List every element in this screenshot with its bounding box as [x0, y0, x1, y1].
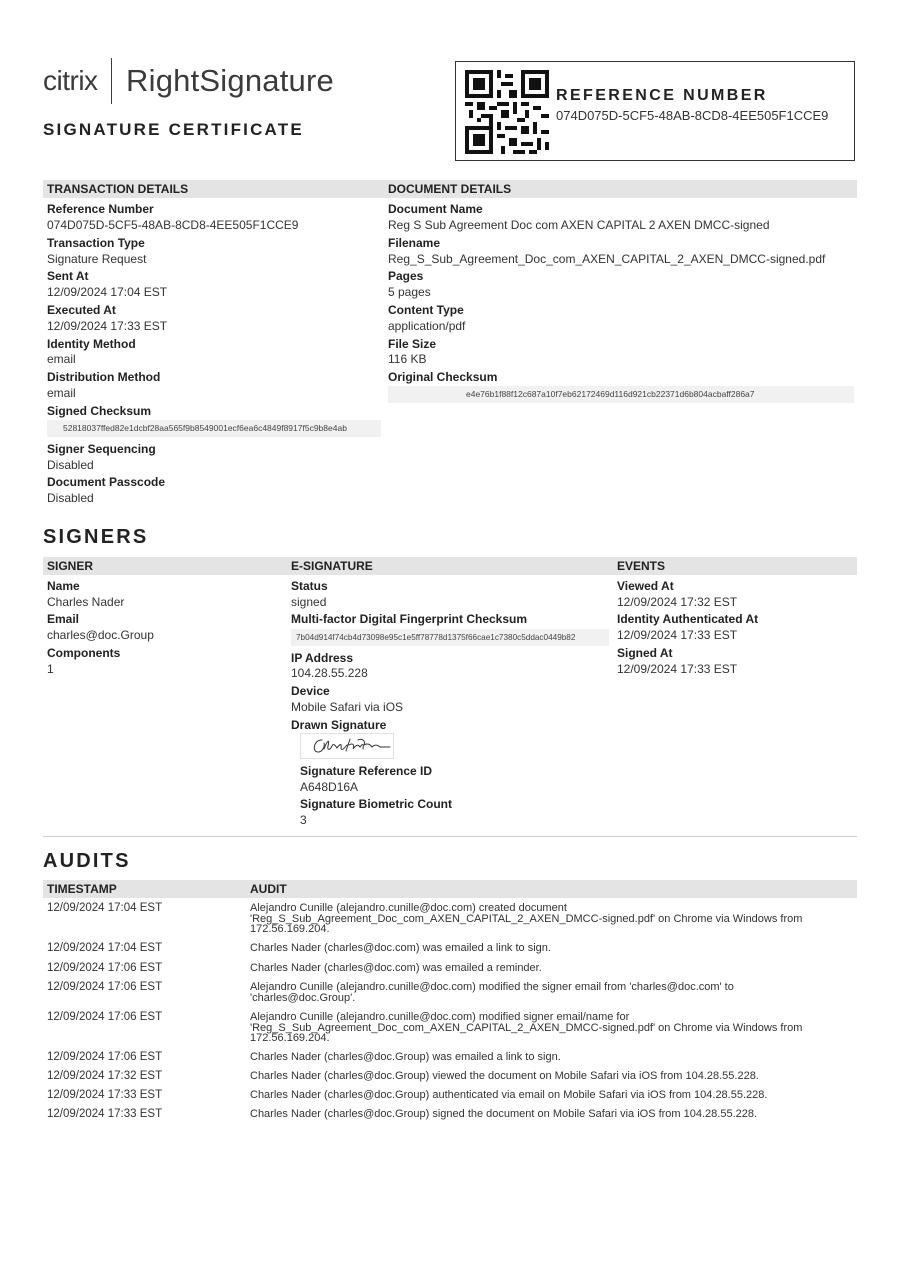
original-checksum-label: Original Checksum	[388, 370, 498, 384]
timestamp-column-header: TIMESTAMP	[47, 882, 117, 896]
executed-at-value: 12/09/2024 17:33 EST	[47, 319, 168, 333]
ip-address-value: 104.28.55.228	[291, 666, 368, 680]
audit-description	[250, 903, 850, 935]
filename-value: Reg_S_Sub_Agreement_Doc_com_AXEN_CAPITAL_2_AXEN_DMCC-signed.pdf	[388, 252, 826, 266]
content-type-value: application/pdf	[388, 319, 466, 333]
details-band	[43, 180, 857, 198]
reference-box	[455, 61, 855, 161]
pages-label: Pages	[388, 269, 424, 283]
signed-checksum-value: 52818037ffed82e1dcbf28aa565f9b8549001ecf6ea6c4849f8917f5c9b8e4ab	[47, 420, 381, 437]
audit-timestamp: 12/09/2024 17:32 EST	[47, 1070, 163, 1082]
esignature-column-header: E-SIGNATURE	[291, 559, 373, 573]
transaction-details-heading: TRANSACTION DETAILS	[47, 182, 189, 196]
audit-line: Alejandro Cunille (alejandro.cunille@doc.com) modified signer email/name for	[250, 1011, 630, 1023]
audit-line: Charles Nader (charles@doc.Group) was emailed a link to sign.	[250, 1051, 561, 1063]
signer-email-label: Email	[47, 612, 80, 626]
content-type-label: Content Type	[388, 303, 464, 317]
identity-method-label: Identity Method	[47, 337, 136, 351]
audit-description	[250, 982, 734, 1003]
audit-line: Charles Nader (charles@doc.Group) authenticated via email on Mobile Safari via iOS from 104.28.55.228.	[250, 1089, 768, 1101]
filename-label: Filename	[388, 236, 441, 250]
logo	[43, 58, 334, 104]
components-label: Components	[47, 646, 121, 660]
reference-number-value: 074D075D-5CF5-48AB-8CD8-4EE505F1CCE9	[556, 108, 829, 123]
status-label: Status	[291, 579, 328, 593]
reference-number-value: 074D075D-5CF5-48AB-8CD8-4EE505F1CCE9	[47, 218, 299, 232]
signed-checksum-label: Signed Checksum	[47, 404, 152, 418]
original-checksum-value: e4e76b1f88f12c687a10f7eb62172469d116d921cb22371d6b804acbaff286a7	[388, 386, 854, 403]
audits-band	[43, 880, 857, 898]
device-label: Device	[291, 684, 330, 698]
viewed-at-value: 12/09/2024 17:32 EST	[617, 595, 738, 609]
distribution-method-value: email	[47, 386, 76, 400]
signed-at-value: 12/09/2024 17:33 EST	[617, 662, 738, 676]
audit-timestamp: 12/09/2024 17:06 EST	[47, 1051, 163, 1063]
pages-value: 5 pages	[388, 285, 431, 299]
document-name-label: Document Name	[388, 202, 483, 216]
audit-line: Alejandro Cunille (alejandro.cunille@doc.com) created document	[250, 902, 567, 914]
file-size-value: 116 KB	[388, 352, 427, 366]
ip-address-label: IP Address	[291, 651, 354, 665]
distribution-method-label: Distribution Method	[47, 370, 161, 384]
drawn-signature-image	[300, 733, 394, 759]
audit-timestamp: 12/09/2024 17:06 EST	[47, 1011, 163, 1023]
transaction-type-label: Transaction Type	[47, 236, 145, 250]
document-name-value: Reg S Sub Agreement Doc com AXEN CAPITAL 2 AXEN DMCC-signed	[388, 218, 770, 232]
audit-description	[250, 1090, 767, 1101]
audit-timestamp: 12/09/2024 17:33 EST	[47, 1089, 163, 1101]
signature-biometric-label: Signature Biometric Count	[300, 797, 453, 811]
identity-authenticated-label: Identity Authenticated At	[617, 612, 759, 626]
sent-at-value: 12/09/2024 17:04 EST	[47, 285, 168, 299]
audit-line: 'Reg_S_Sub_Agreement_Doc_com_AXEN_CAPITAL_2_AXEN_DMCC-signed.pdf' on Chrome via Windows from	[250, 1021, 803, 1034]
audit-timestamp: 12/09/2024 17:06 EST	[47, 981, 163, 993]
signers-band	[43, 557, 857, 575]
events-column-header: EVENTS	[617, 559, 666, 573]
device-value: Mobile Safari via iOS	[291, 700, 404, 714]
executed-at-label: Executed At	[47, 303, 116, 317]
audit-line: Charles Nader (charles@doc.Group) viewed the document on Mobile Safari via iOS from 104.28.55.228.	[250, 1070, 759, 1082]
audit-timestamp: 12/09/2024 17:04 EST	[47, 902, 163, 914]
transaction-type-value: Signature Request	[47, 252, 147, 266]
rightsignature-logo: RightSignature	[126, 63, 334, 98]
identity-method-value: email	[47, 352, 76, 366]
audits-title: AUDITS	[43, 850, 131, 872]
audit-description	[250, 1012, 802, 1044]
audit-column-header: AUDIT	[250, 882, 287, 896]
audit-line: 172.56.169.204.	[250, 923, 330, 935]
signer-name-label: Name	[47, 579, 80, 593]
audit-description	[250, 1071, 759, 1082]
signer-name-value: Charles Nader	[47, 595, 125, 609]
signed-at-label: Signed At	[617, 646, 673, 660]
sent-at-label: Sent At	[47, 269, 89, 283]
document-details-heading: DOCUMENT DETAILS	[388, 182, 512, 196]
signature-biometric-value: 3	[300, 813, 307, 827]
audit-line: Charles Nader (charles@doc.Group) signed the document on Mobile Safari via iOS from 104.28.55.228.	[250, 1108, 758, 1120]
signer-sequencing-value: Disabled	[47, 458, 94, 472]
audit-description	[250, 963, 542, 974]
audit-description	[250, 1052, 561, 1063]
file-size-label: File Size	[388, 337, 437, 351]
audit-timestamp: 12/09/2024 17:33 EST	[47, 1108, 163, 1120]
audit-line: Charles Nader (charles@doc.com) was emailed a link to sign.	[250, 942, 551, 954]
signature-reference-value: A648D16A	[300, 780, 359, 794]
reference-number-label: Reference Number	[47, 202, 154, 216]
signer-sequencing-label: Signer Sequencing	[47, 442, 156, 456]
status-value: signed	[291, 595, 327, 609]
qr-code-icon	[465, 70, 549, 154]
identity-authenticated-value: 12/09/2024 17:33 EST	[617, 628, 738, 642]
audit-line: 172.56.169.204.	[250, 1032, 330, 1044]
document-passcode-value: Disabled	[47, 491, 94, 505]
audit-description	[250, 943, 551, 954]
signers-title: SIGNERS	[43, 526, 149, 548]
viewed-at-label: Viewed At	[617, 579, 674, 593]
drawn-signature-label: Drawn Signature	[291, 718, 387, 732]
signer-email-value: charles@doc.Group	[47, 628, 154, 642]
signer-column-header: SIGNER	[47, 559, 94, 573]
signature-reference-label: Signature Reference ID	[300, 764, 433, 778]
audit-line: 'Reg_S_Sub_Agreement_Doc_com_AXEN_CAPITAL_2_AXEN_DMCC-signed.pdf' on Chrome via Windows from	[250, 912, 803, 925]
reference-number-label: REFERENCE NUMBER	[556, 87, 768, 104]
audit-line: Charles Nader (charles@doc.com) was emailed a reminder.	[250, 962, 542, 974]
mfa-checksum-label: Multi-factor Digital Fingerprint Checksum	[291, 612, 528, 626]
document-passcode-label: Document Passcode	[47, 475, 166, 489]
section-divider	[43, 836, 857, 837]
components-value: 1	[47, 662, 54, 676]
logo-divider	[111, 58, 113, 104]
audit-timestamp: 12/09/2024 17:06 EST	[47, 962, 163, 974]
certificate-title: SIGNATURE CERTIFICATE	[43, 120, 304, 139]
mfa-checksum-value: 7b04d914f74cb4d73098e95c1e5ff78778d1375f66cae1c7380c5ddac0449b82	[291, 629, 609, 646]
audit-line: Alejandro Cunille (alejandro.cunille@doc.com) modified the signer email from 'charles@doc.com' to	[250, 981, 734, 993]
audit-description	[250, 1109, 757, 1120]
audit-line: 'charles@doc.Group'.	[250, 991, 356, 1004]
citrix-logo: citrix	[43, 65, 98, 96]
audit-timestamp: 12/09/2024 17:04 EST	[47, 942, 163, 954]
